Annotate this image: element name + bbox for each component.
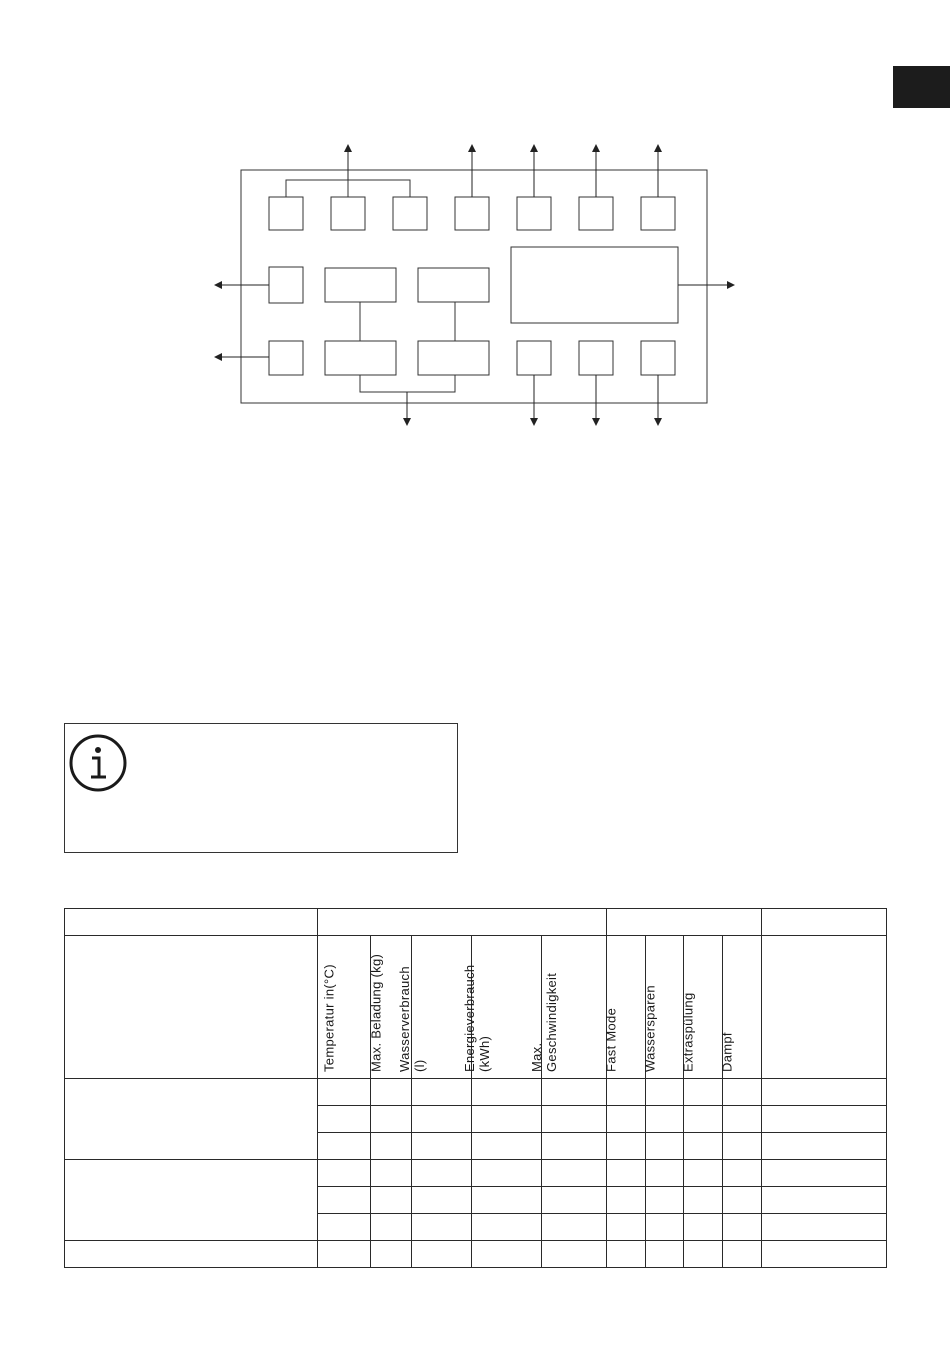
panel-wide-button [325, 341, 396, 375]
panel-button [517, 197, 551, 230]
panel-wide-button [418, 268, 489, 302]
panel-button [641, 341, 675, 375]
panel-button [455, 197, 489, 230]
panel-display [511, 247, 678, 323]
panel-wide-button [325, 268, 396, 302]
table-group-header-row [65, 909, 887, 936]
panel-wide-button [418, 341, 489, 375]
column-header-temperature: Temperatur in(°C) [318, 936, 371, 1079]
table-column-header-row [65, 936, 887, 1079]
panel-button [269, 267, 303, 303]
panel-button [331, 197, 365, 230]
column-header-steam: Dampf [723, 936, 762, 1079]
column-header-max-speed: Max. Geschwindigkeit [542, 936, 607, 1079]
info-circle-icon [68, 733, 128, 793]
control-panel-diagram [0, 0, 950, 450]
column-header-extra-rinse: Extraspülung [684, 936, 723, 1079]
panel-outline [241, 170, 707, 403]
panel-button [393, 197, 427, 230]
column-header-water-saving: Wassersparen [646, 936, 684, 1079]
panel-button [579, 197, 613, 230]
column-header-max-load: Max. Beladung (kg) [371, 936, 412, 1079]
column-header-water-consumption: Wasserverbrauch (l) [412, 936, 472, 1079]
panel-button [269, 197, 303, 230]
panel-button [641, 197, 675, 230]
program-table [64, 908, 887, 1268]
panel-button [269, 341, 303, 375]
column-header-energy-consumption: Energieverbrauch (kWh) [472, 936, 542, 1079]
table-row [65, 1241, 887, 1268]
table-row [65, 1160, 887, 1187]
info-note-box [64, 723, 458, 853]
column-header-fast-mode: Fast Mode [607, 936, 646, 1079]
panel-button [579, 341, 613, 375]
panel-button [517, 341, 551, 375]
table-row [65, 1079, 887, 1106]
